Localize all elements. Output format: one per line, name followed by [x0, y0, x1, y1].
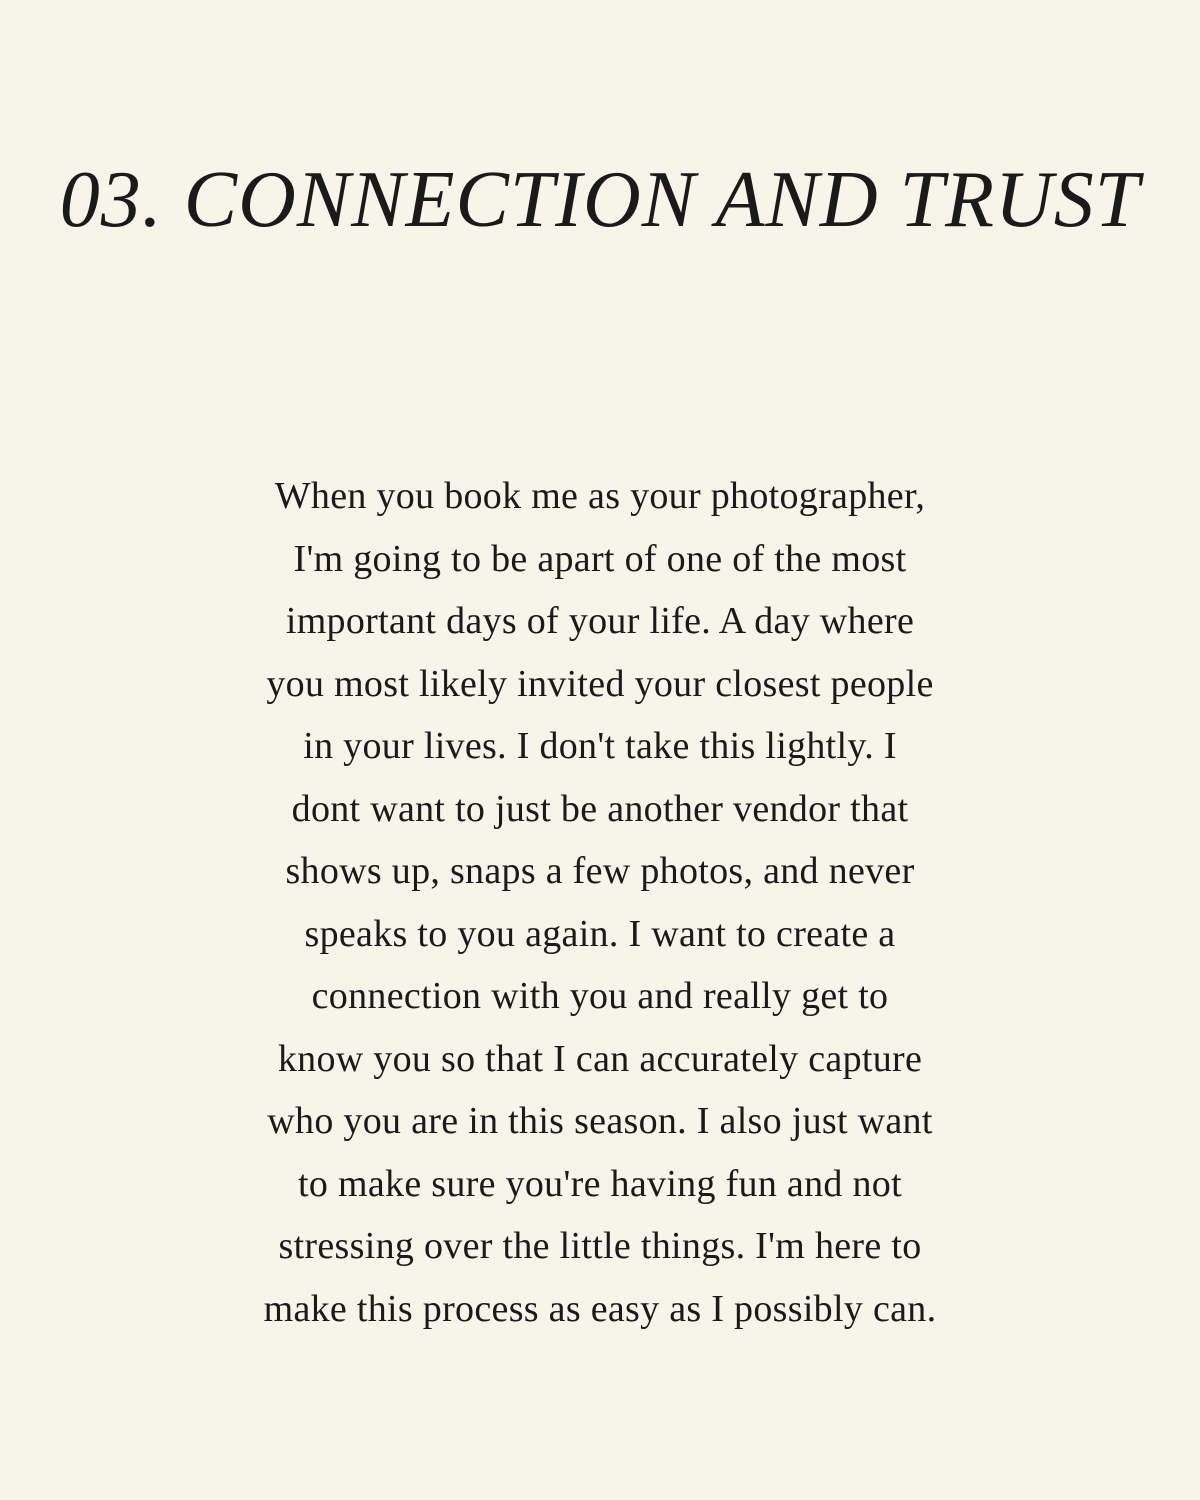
body-line: When you book me as your photographer,: [274, 475, 926, 517]
body-line: I'm going to be apart of one of the most: [293, 537, 907, 580]
body-line: important days of your life. A day where: [285, 600, 915, 642]
body-line: stressing over the little things. I'm here to: [278, 1225, 922, 1267]
body-line: know you so that I can accurately capture: [277, 1037, 923, 1080]
body-line: dont want to just be another vendor that: [291, 787, 909, 830]
body-line: who you are in this season. I also just want: [267, 1100, 933, 1142]
body-line: make this process as easy as I possibly can.: [263, 1287, 937, 1330]
body-line: in your lives. I don't take this lightly. I: [303, 725, 897, 767]
body-line: shows up, snaps a few photos, and never: [285, 850, 915, 892]
body-line: to make sure you're having fun and not: [298, 1162, 902, 1205]
body-line: you most likely invited your closest people: [266, 662, 934, 705]
page-title: 03. CONNECTION AND TRUST: [59, 156, 1141, 244]
body-line: speaks to you again. I want to create a: [304, 912, 896, 955]
body-line: connection with you and really get to: [311, 975, 889, 1017]
body-paragraph: [180, 465, 1020, 1340]
